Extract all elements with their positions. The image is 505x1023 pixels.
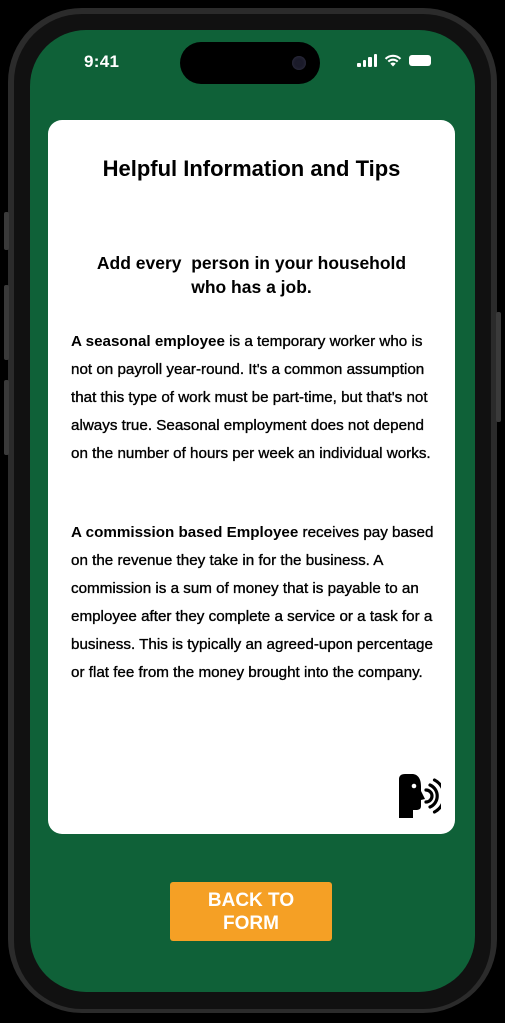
camera-icon — [292, 56, 306, 70]
paragraph-text: receives pay based on the revenue they take in for the business. A commission is a sum of money that is payable to an employee after they complete a service or a task for a business. This is typically an agreed-upon percentage or flat fee from the money brought into the company. — [71, 524, 434, 681]
wifi-icon — [384, 54, 402, 67]
text-to-speech-icon[interactable] — [395, 774, 441, 818]
power-button — [496, 312, 501, 422]
info-paragraph-commission — [71, 519, 441, 687]
term-seasonal-employee: A seasonal employee — [71, 333, 225, 350]
card-subtitle: Add every person in your household who has a job. — [96, 253, 411, 297]
card-title: Helpful Information and Tips — [102, 156, 401, 181]
status-time: 9:41 — [84, 52, 120, 71]
volume-down-button — [4, 380, 9, 455]
volume-up-button — [4, 285, 9, 360]
signal-icon — [357, 54, 377, 67]
back-to-form-button[interactable]: BACK TO FORM — [170, 882, 332, 941]
paragraph-text: is a temporary worker who is not on payroll year-round. It's a common assumption that this type of work must be part-time, but that's not always true. Seasonal employment does not depend on the number of hours per week an individual works. — [71, 333, 431, 462]
status-icons — [357, 54, 431, 67]
term-commission-employee: A commission based Employee — [71, 524, 299, 541]
info-paragraph-seasonal — [71, 328, 441, 468]
action-button — [4, 212, 9, 250]
battery-icon — [409, 55, 431, 66]
info-card — [48, 120, 455, 834]
dynamic-island — [180, 42, 320, 84]
screen — [30, 30, 475, 992]
